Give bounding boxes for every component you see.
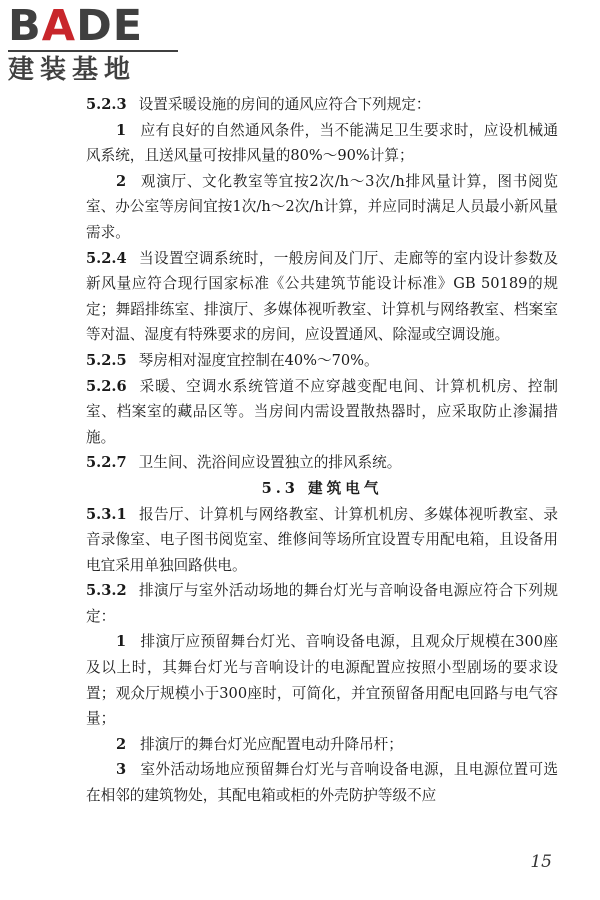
list-item: 2 观演厅、文化教室等宜按2次/h～3次/h排风量计算，图书阅览室、办公室等房间宜按1次/h～2次/h计算，并应同时满足人员最小新风量需求。	[86, 172, 558, 241]
clause-5-2-6: 5.2.6 采暖、空调水系统管道不应穿越变配电间、计算机机房、控制室、档案室的藏品区等。当房间内需设置散热器时，应采取防止渗漏措施。	[86, 377, 558, 446]
clause-5-2-5: 5.2.5 琴房相对湿度宜控制在40%～70%。	[86, 351, 379, 369]
clause-5-2-4: 5.2.4 当设置空调系统时，一般房间及门厅、走廊等的室内设计参数及新风量应符合现行国家标准《公共建筑节能设计标准》GB 50189的规定；舞蹈排练室、排演厅、多媒体视听教室、计算机与网络教室、档案室等对温、湿度有特殊要求的房间，应设置通风、除湿或空调设施。	[86, 249, 558, 344]
clause-5-2-3: 5.2.3 设置采暖设施的房间的通风应符合下列规定：	[86, 96, 431, 113]
list-item: 2 排演厅的舞台灯光应配置电动升降吊杆；	[116, 735, 403, 753]
clause-5-3-1: 5.3.1 报告厅、计算机与网络教室、计算机机房、多媒体视听教室、录音录像室、电子图书阅览室、维修间等场所宜设置专用配电箱，且设备用电宜采用单独回路供电。	[86, 505, 558, 574]
logo-subtitle: 建装基地	[8, 55, 137, 85]
list-item: 3 室外活动场地应预留舞台灯光与音响设备电源，且电源位置可选在相邻的建筑物处，其配电箱或柜的外壳防护等级不应	[86, 761, 558, 805]
logo-wordmark: BADE	[8, 1, 144, 51]
list-item: 1 排演厅应预留舞台灯光、音响设备电源，且观众厅规模在300座及以上时，其舞台灯光与音响设计的电源配置应按照小型剧场的要求设置；观众厅规模小于300座时，可简化，并宜预留备用配电回路与电气容量；	[86, 633, 558, 728]
clause-5-3-2: 5.3.2 排演厅与室外活动场地的舞台灯光与音响设备电源应符合下列规定：	[86, 582, 558, 625]
page-number: 15	[530, 852, 552, 872]
section-title: 5.3 建筑电气	[261, 479, 383, 497]
document-body	[86, 92, 558, 809]
clause-5-2-7: 5.2.7 卫生间、洗浴间应设置独立的排风系统。	[86, 454, 402, 472]
list-item: 1 应有良好的自然通风条件，当不能满足卫生要求时，应设机械通风系统，且送风量可按排风量的80%～90%计算；	[86, 121, 558, 165]
bade-logo	[8, 1, 183, 94]
